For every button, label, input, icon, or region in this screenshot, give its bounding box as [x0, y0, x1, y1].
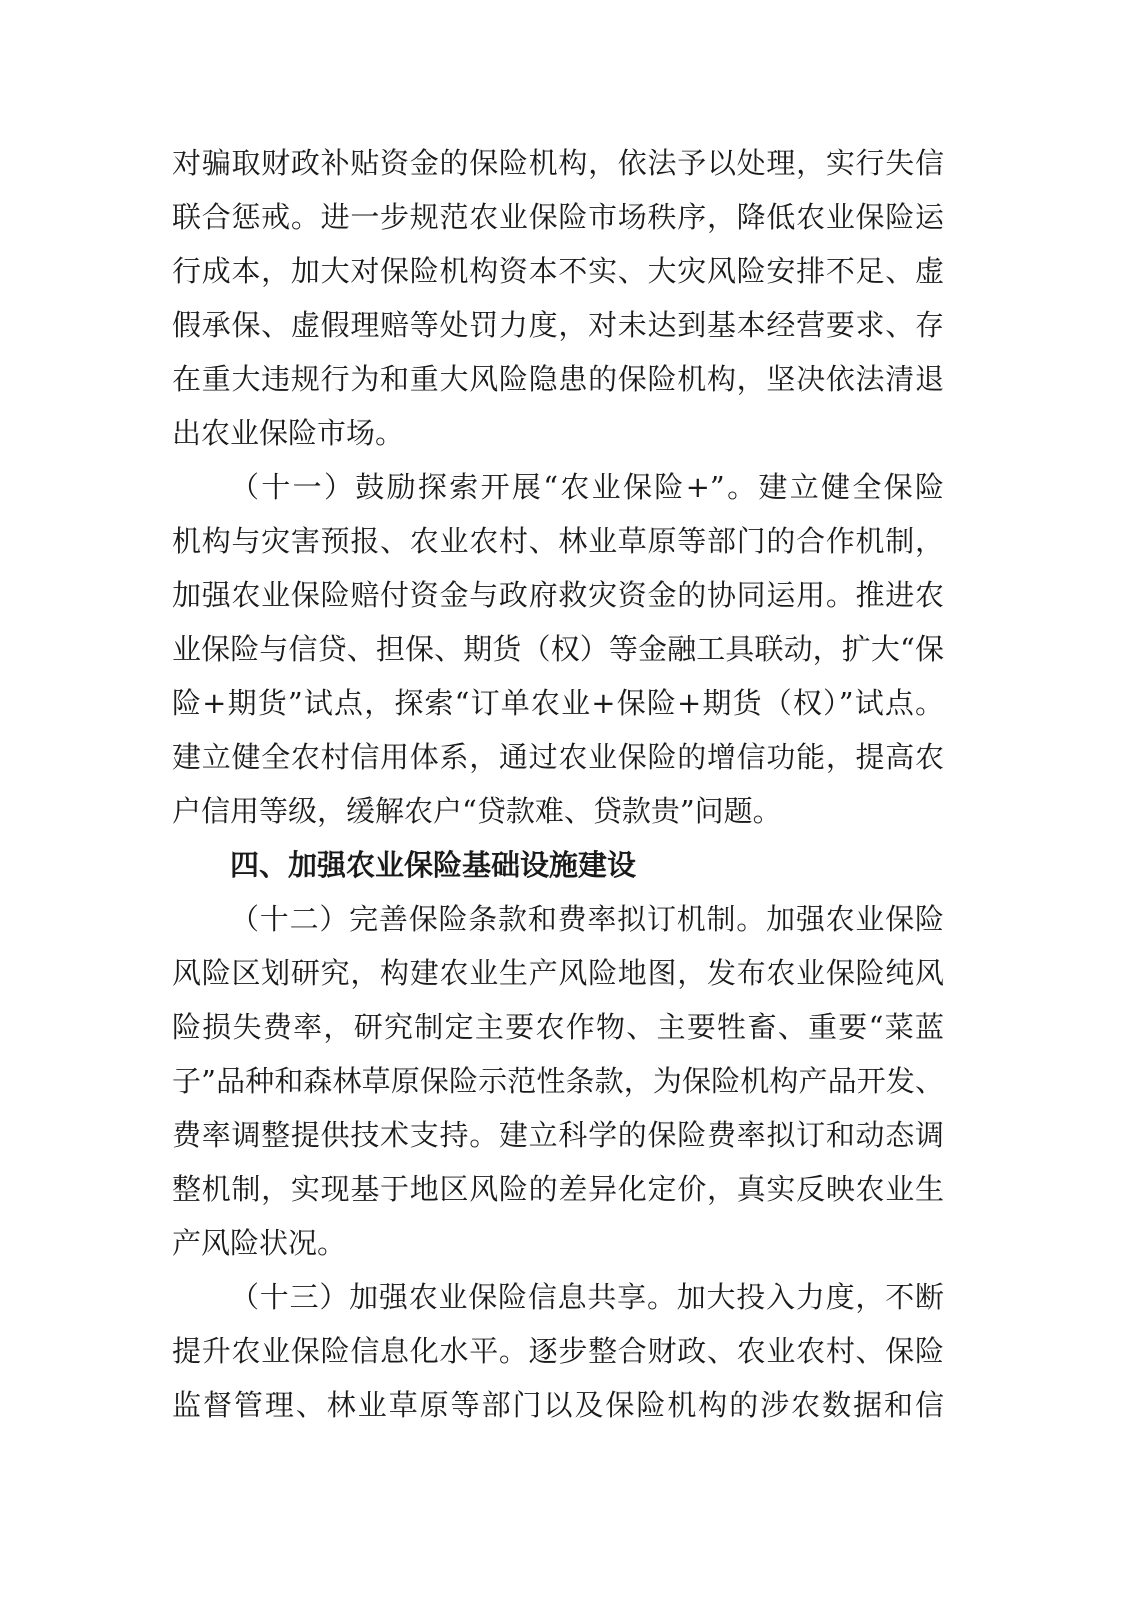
text-line: 监督管理、林业草原等部门以及保险机构的涉农数据和信: [172, 1388, 944, 1422]
text-line: 出农业保险市场。: [172, 416, 405, 450]
text-line: 假承保、虚假理赔等处罚力度，对未达到基本经营要求、存: [172, 308, 944, 342]
text-line: 产风险状况。: [172, 1226, 347, 1260]
text-line: 建立健全农村信用体系，通过农业保险的增信功能，提高农: [172, 740, 944, 774]
text-line: 在重大违规行为和重大风险隐患的保险机构，坚决依法清退: [172, 362, 944, 396]
paragraph-12-first-line: （十二）完善保险条款和费率拟订机制。加强农业保险: [230, 902, 944, 936]
text-line: 提升农业保险信息化水平。逐步整合财政、农业农村、保险: [172, 1334, 944, 1368]
text-line: 业保险与信贷、担保、期货（权）等金融工具联动，扩大“保: [172, 632, 944, 666]
paragraph-13-first-line: （十三）加强农业保险信息共享。加大投入力度，不断: [230, 1280, 944, 1314]
text-line: 风险区划研究，构建农业生产风险地图，发布农业保险纯风: [172, 956, 944, 990]
section-heading: 四、加强农业保险基础设施建设: [230, 848, 637, 882]
text-line: 整机制，实现基于地区风险的差异化定价，真实反映农业生: [172, 1172, 944, 1206]
text-line: 户信用等级，缓解农户“贷款难、贷款贵”问题。: [172, 794, 782, 828]
text-line: 加强农业保险赔付资金与政府救灾资金的协同运用。推进农: [172, 578, 944, 612]
text-line: 费率调整提供技术支持。建立科学的保险费率拟订和动态调: [172, 1118, 944, 1152]
text-line: 联合惩戒。进一步规范农业保险市场秩序，降低农业保险运: [172, 200, 944, 234]
text-line: 对骗取财政补贴资金的保险机构，依法予以处理，实行失信: [172, 146, 944, 180]
text-line: 险损失费率，研究制定主要农作物、主要牲畜、重要“菜蓝: [172, 1010, 944, 1044]
text-line: 行成本，加大对保险机构资本不实、大灾风险安排不足、虚: [172, 254, 944, 288]
text-line: 险+期货”试点，探索“订单农业+保险+期货（权）”试点。: [172, 686, 944, 720]
text-line: 子”品种和森林草原保险示范性条款，为保险机构产品开发、: [172, 1064, 944, 1098]
paragraph-11-first-line: （十一）鼓励探索开展“农业保险+”。建立健全保险: [230, 470, 944, 504]
text-line: 机构与灾害预报、农业农村、林业草原等部门的合作机制，: [172, 524, 944, 558]
document-body: [172, 136, 944, 1432]
